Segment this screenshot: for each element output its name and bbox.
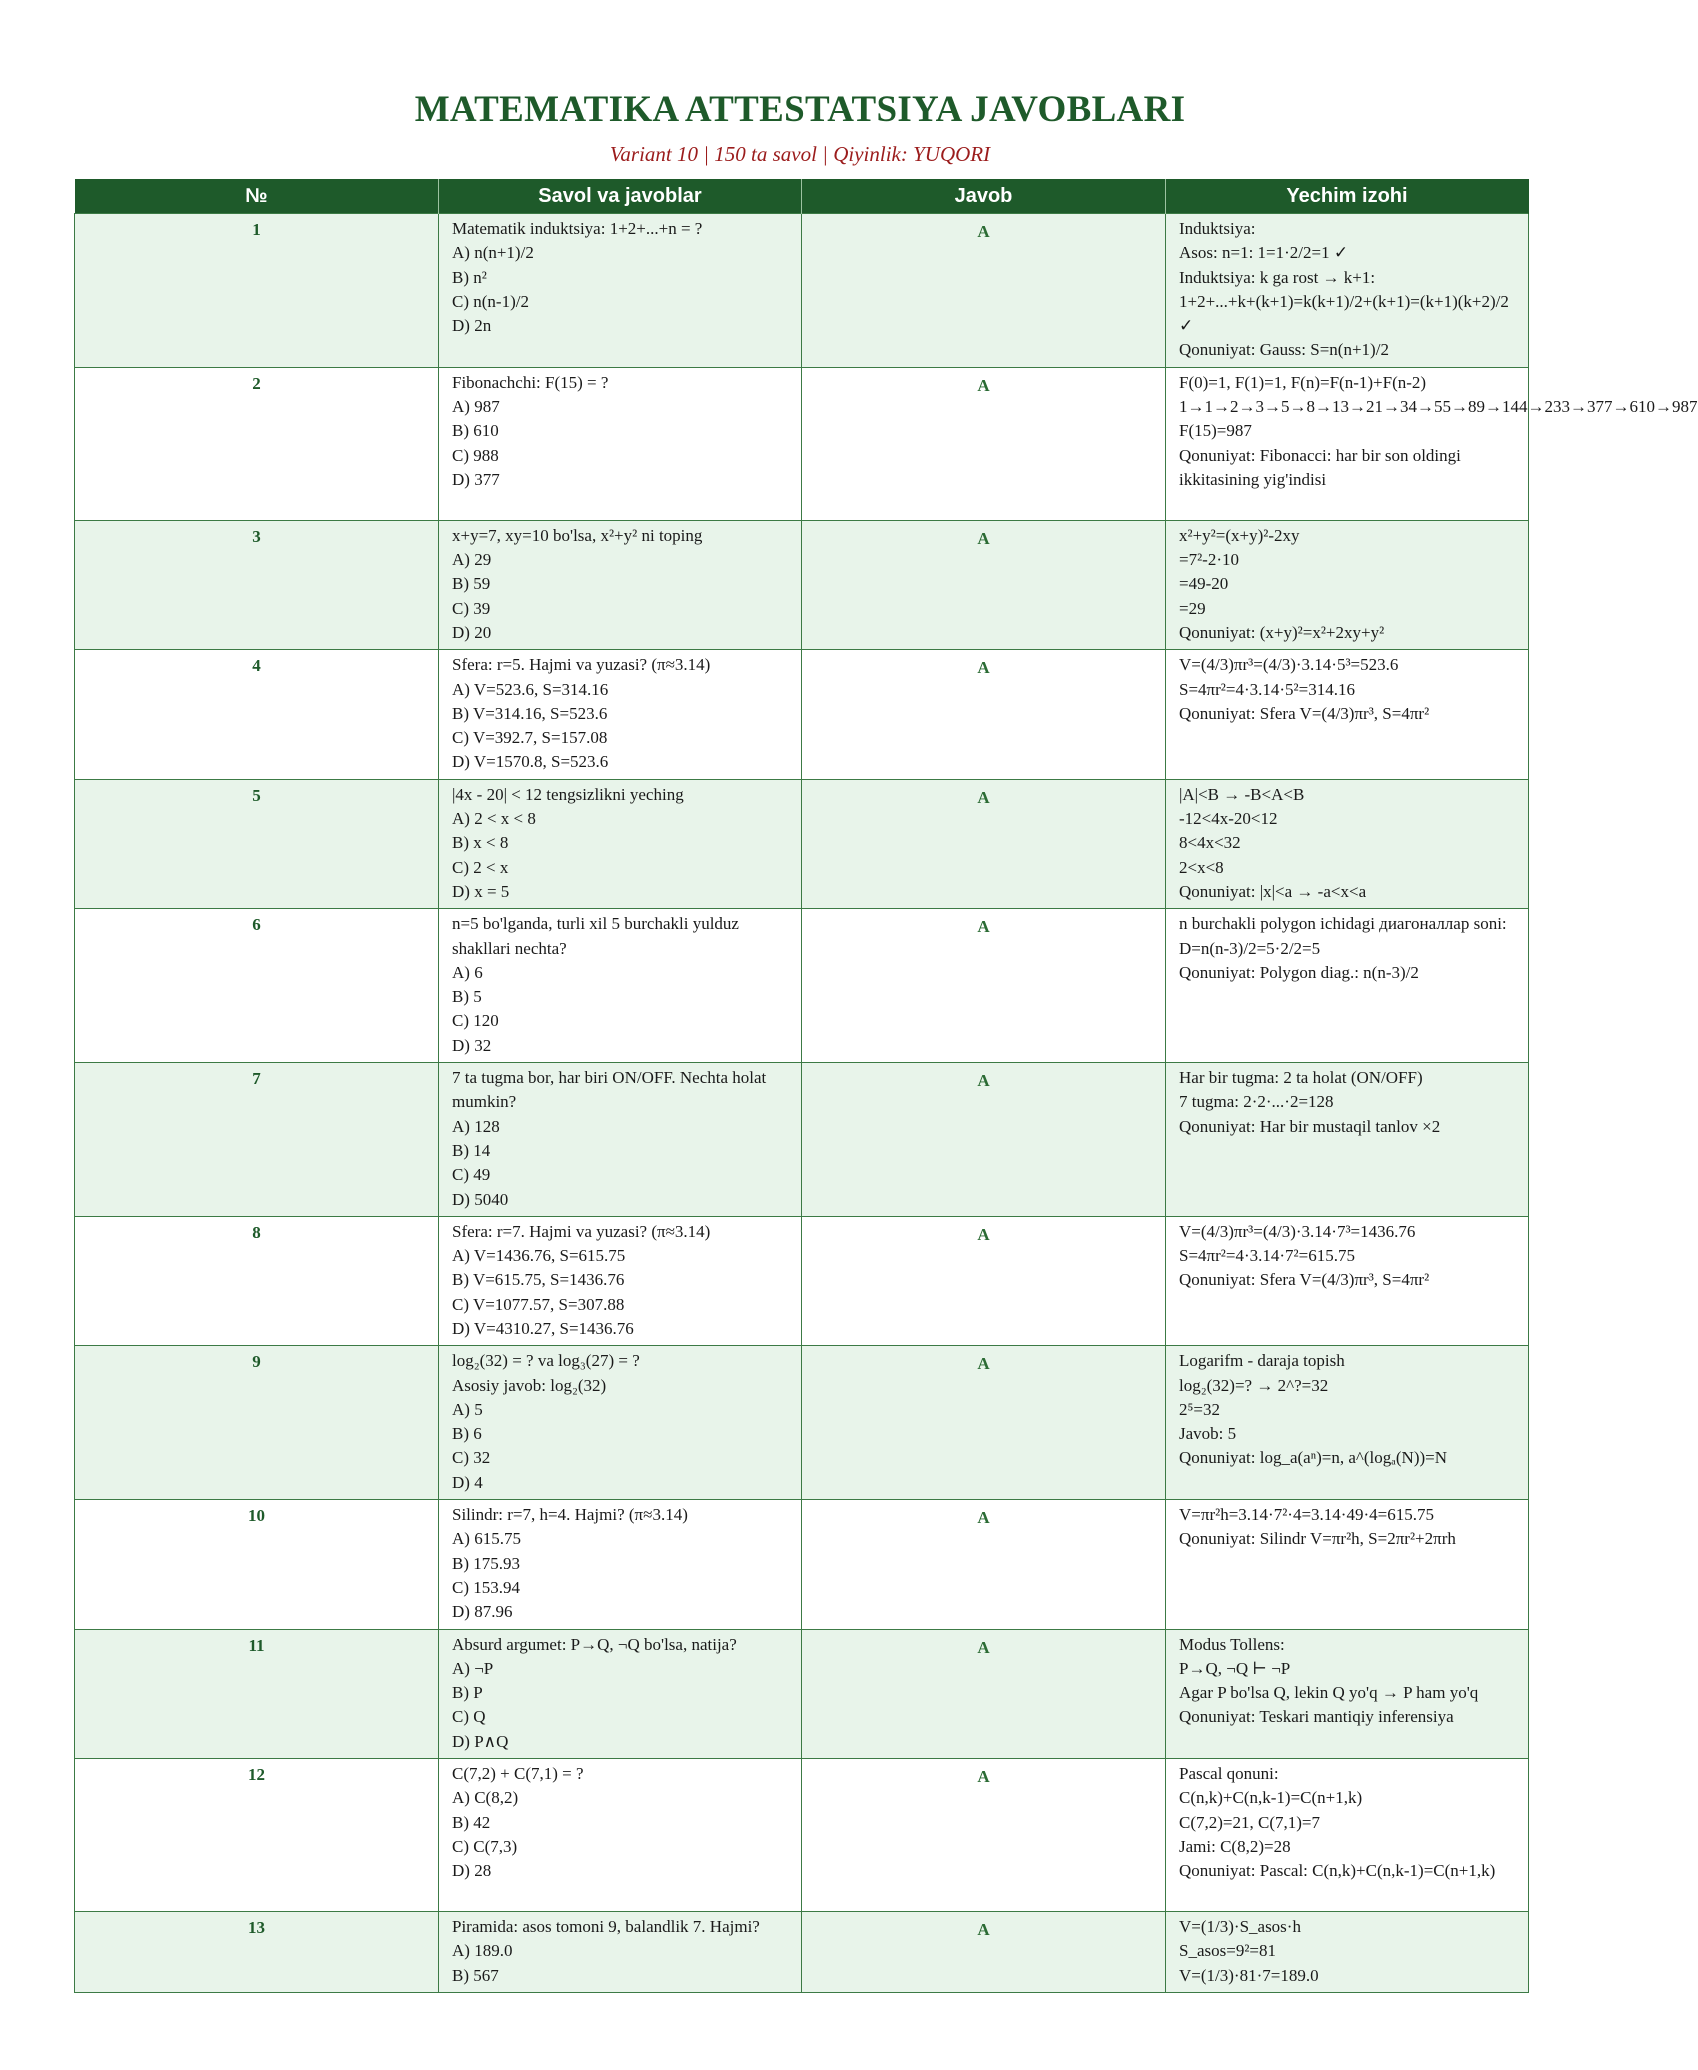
question-cell xyxy=(439,909,802,1063)
answer-option: D) V=1570.8, S=523.6 xyxy=(452,752,609,772)
answer-option: A) 5 xyxy=(452,1399,483,1419)
table-row xyxy=(75,1063,1529,1217)
explanation-line: C(7,2)=21, C(7,1)=7 xyxy=(1179,1812,1320,1832)
question-cell xyxy=(439,1346,802,1500)
explanation-line: log₂(32)=? → 2^?=32 xyxy=(1179,1375,1329,1395)
question-cell xyxy=(439,1912,802,1993)
answer-option: B) n² xyxy=(452,267,487,287)
explanation-line: Qonuniyat: Pascal: C(n,k)+C(n,k-1)=C(n+1,k) xyxy=(1179,1861,1496,1881)
explanation-line: 2⁵=32 xyxy=(1179,1399,1221,1419)
answer-option: D) 377 xyxy=(452,469,500,489)
correct-answer: A xyxy=(802,367,1166,520)
explanation-cell xyxy=(1166,214,1529,368)
explanation-line: V=(4/3)πr³=(4/3)·3.14·5³=523.6 xyxy=(1179,655,1399,675)
answer-option: C) 49 xyxy=(452,1165,491,1185)
explanation-line: F(15)=987 xyxy=(1179,421,1252,441)
question-cell xyxy=(439,1216,802,1345)
question-number: 6 xyxy=(75,909,439,1063)
table-body xyxy=(75,214,1698,1993)
explanation-line: Qonuniyat: Fibonacci: har bir son oldingi ikkitasining yig'indisi xyxy=(1179,445,1461,489)
table-row xyxy=(75,909,1529,1063)
answer-option: B) 610 xyxy=(452,421,499,441)
question-number: 2 xyxy=(75,367,439,520)
answer-option: C) 153.94 xyxy=(452,1577,520,1597)
answer-option: A) 6 xyxy=(452,962,483,982)
question-number: 11 xyxy=(75,1629,439,1758)
answer-option: B) 42 xyxy=(452,1812,491,1832)
explanation-line: Induktsiya: xyxy=(1179,219,1256,238)
explanation-line: Agar P bo'lsa Q, lekin Q yo'q → P ham yo'q xyxy=(1179,1683,1479,1703)
explanation-cell xyxy=(1166,650,1529,779)
answer-option: A) 2 < x < 8 xyxy=(452,809,536,829)
question-number: 10 xyxy=(75,1500,439,1629)
question-cell xyxy=(439,214,802,368)
question-number: 4 xyxy=(75,650,439,779)
table-row xyxy=(75,1500,1529,1629)
answer-option: C) n(n-1)/2 xyxy=(452,291,529,311)
answer-option: C) V=392.7, S=157.08 xyxy=(452,728,608,748)
explanation-cell xyxy=(1166,779,1529,908)
answer-option: B) P xyxy=(452,1683,483,1703)
explanation-line: F(0)=1, F(1)=1, F(n)=F(n-1)+F(n-2) xyxy=(1179,372,1427,392)
question-text: Sfera: r=7. Hajmi va yuzasi? (π≈3.14) xyxy=(452,1221,711,1241)
explanation-line: Jami: C(8,2)=28 xyxy=(1179,1836,1291,1856)
correct-answer: A xyxy=(802,214,1166,368)
explanation-cell xyxy=(1166,909,1529,1063)
correct-answer: A xyxy=(802,1759,1166,1912)
answers-table xyxy=(74,179,1698,1993)
correct-answer: A xyxy=(802,1346,1166,1500)
correct-answer: A xyxy=(802,779,1166,908)
table-row xyxy=(75,1216,1529,1345)
answer-option: B) 5 xyxy=(452,987,482,1007)
explanation-line: Qonuniyat: Silindr V=πr²h, S=2πr²+2πrh xyxy=(1179,1529,1456,1549)
answer-option: C) 2 < x xyxy=(452,857,509,877)
explanation-cell xyxy=(1166,1912,1529,1993)
table-row xyxy=(75,367,1529,520)
answer-option: D) 32 xyxy=(452,1035,492,1055)
answer-option: D) 20 xyxy=(452,622,492,642)
answer-option: A) n(n+1)/2 xyxy=(452,243,534,263)
question-text: 7 ta tugma bor, har biri ON/OFF. Nechta holat mumkin? xyxy=(452,1068,767,1112)
answer-option: A) 189.0 xyxy=(452,1941,513,1961)
explanation-line: Qonuniyat: Sfera V=(4/3)πr³, S=4πr² xyxy=(1179,703,1430,723)
explanation-line: x²+y²=(x+y)²-2xy xyxy=(1179,525,1300,545)
answer-option: D) 2n xyxy=(452,316,492,336)
column-header-answer: Javob xyxy=(802,179,1166,214)
explanation-cell xyxy=(1166,1500,1529,1629)
answer-option: B) V=314.16, S=523.6 xyxy=(452,703,608,723)
column-header-question: Savol va javoblar xyxy=(439,179,802,214)
question-text: Piramida: asos tomoni 9, balandlik 7. Hajmi? xyxy=(452,1917,760,1937)
table-row xyxy=(75,1759,1529,1912)
question-cell xyxy=(439,779,802,908)
explanation-line: Qonuniyat: Teskari mantiqiy inferensiya xyxy=(1179,1707,1454,1727)
correct-answer: A xyxy=(802,1216,1166,1345)
explanation-line: S=4πr²=4·3.14·7²=615.75 xyxy=(1179,1246,1355,1266)
correct-answer: A xyxy=(802,1629,1166,1758)
correct-answer: A xyxy=(802,520,1166,649)
explanation-line: P→Q, ¬Q ⊢ ¬P xyxy=(1179,1658,1291,1678)
answer-option: A) 29 xyxy=(452,550,492,570)
answer-option: D) P∧Q xyxy=(452,1731,509,1751)
table-row xyxy=(75,214,1529,368)
explanation-line: 8<4x<32 xyxy=(1179,833,1241,853)
answer-option: C) V=1077.57, S=307.88 xyxy=(452,1294,625,1314)
question-text: x+y=7, xy=10 bo'lsa, x²+y² ni toping xyxy=(452,525,703,545)
table-row xyxy=(75,1629,1529,1758)
explanation-line: Qonuniyat: (x+y)²=x²+2xy+y² xyxy=(1179,622,1385,642)
explanation-line: S_asos=9²=81 xyxy=(1179,1941,1277,1961)
question-text: C(7,2) + C(7,1) = ? xyxy=(452,1764,584,1784)
explanation-line: =7²-2·10 xyxy=(1179,550,1240,570)
column-header-explanation: Yechim izohi xyxy=(1166,179,1529,214)
explanation-line: V=(4/3)πr³=(4/3)·3.14·7³=1436.76 xyxy=(1179,1221,1416,1241)
explanation-line: C(n,k)+C(n,k-1)=C(n+1,k) xyxy=(1179,1788,1363,1808)
explanation-line: Logarifm - daraja topish xyxy=(1179,1351,1345,1371)
answer-option: A) 128 xyxy=(452,1116,500,1136)
question-cell xyxy=(439,650,802,779)
answer-option: A) 987 xyxy=(452,397,500,417)
explanation-line: Induktsiya: k ga rost → k+1: xyxy=(1179,267,1376,287)
explanation-line: Qonuniyat: Gauss: S=n(n+1)/2 xyxy=(1179,340,1389,360)
correct-answer: A xyxy=(802,650,1166,779)
answer-option: B) x < 8 xyxy=(452,833,509,853)
table-row xyxy=(75,1912,1529,1993)
question-text: n=5 bo'lganda, turli xil 5 burchakli yulduz shakllari nechta? xyxy=(452,914,739,958)
answer-option: A) V=523.6, S=314.16 xyxy=(452,679,609,699)
explanation-line: D=n(n-3)/2=5·2/2=5 xyxy=(1179,938,1321,958)
question-text: Silindr: r=7, h=4. Hajmi? (π≈3.14) xyxy=(452,1505,688,1525)
answer-option: D) 87.96 xyxy=(452,1602,513,1622)
explanation-cell xyxy=(1166,520,1529,649)
explanation-line: -12<4x-20<12 xyxy=(1179,809,1278,829)
question-cell xyxy=(439,1063,802,1217)
question-number: 1 xyxy=(75,214,439,368)
table-row xyxy=(75,779,1529,908)
answer-option: C) Q xyxy=(452,1707,486,1727)
question-cell xyxy=(439,1629,802,1758)
answer-option: B) 59 xyxy=(452,574,491,594)
question-text: Absurd argumet: P→Q, ¬Q bo'lsa, natija? xyxy=(452,1634,737,1654)
explanation-line: =49-20 xyxy=(1179,574,1229,594)
answer-option: C) 988 xyxy=(452,445,499,465)
explanation-line: V=(1/3)·81·7=189.0 xyxy=(1179,1965,1319,1985)
question-cell xyxy=(439,367,802,520)
answer-option: A) V=1436.76, S=615.75 xyxy=(452,1246,626,1266)
explanation-line: V=(1/3)·S_asos·h xyxy=(1179,1917,1301,1937)
question-number: 12 xyxy=(75,1759,439,1912)
explanation-line: Modus Tollens: xyxy=(1179,1634,1285,1654)
explanation-line: 1→1→2→3→5→8→13→21→34→55→89→144→233→377→610→987 xyxy=(1179,397,1698,417)
question-text: |4x - 20| < 12 tengsizlikni yeching xyxy=(452,784,684,804)
explanation-line: Qonuniyat: Har bir mustaqil tanlov ×2 xyxy=(1179,1116,1441,1136)
explanation-line: 1+2+...+k+(k+1)=k(k+1)/2+(k+1)=(k+1)(k+2)/2 ✓ xyxy=(1179,291,1509,336)
explanation-line: Har bir tugma: 2 ta holat (ON/OFF) xyxy=(1179,1068,1423,1088)
explanation-line: |A|<B → -B<A<B xyxy=(1179,784,1305,804)
answer-option: D) x = 5 xyxy=(452,881,510,901)
page-title: MATEMATIKA ATTESTATSIYA JAVOBLARI xyxy=(414,89,1186,130)
correct-answer: A xyxy=(802,1912,1166,1993)
explanation-cell xyxy=(1166,1216,1529,1345)
explanation-cell xyxy=(1166,367,1698,520)
question-number: 7 xyxy=(75,1063,439,1217)
question-cell xyxy=(439,1500,802,1629)
answer-option: B) V=615.75, S=1436.76 xyxy=(452,1270,625,1290)
table-header-row xyxy=(75,179,1529,214)
explanation-line: Pascal qonuni: xyxy=(1179,1764,1279,1784)
explanation-cell xyxy=(1166,1346,1529,1500)
answer-option: D) 5040 xyxy=(452,1189,509,1209)
correct-answer: A xyxy=(802,909,1166,1063)
answer-option: D) 28 xyxy=(452,1861,492,1881)
explanation-line: Javob: 5 xyxy=(1179,1424,1237,1444)
question-text: log₂(32) = ? va log₃(27) = ? xyxy=(452,1351,640,1371)
answer-option: D) 4 xyxy=(452,1472,483,1492)
explanation-line: Qonuniyat: log_a(aⁿ)=n, a^(logₐ(N))=N xyxy=(1179,1448,1447,1468)
explanation-line: 7 tugma: 2·2·...·2=128 xyxy=(1179,1092,1334,1112)
answer-option: D) V=4310.27, S=1436.76 xyxy=(452,1318,634,1338)
answer-option: C) 39 xyxy=(452,598,491,618)
question-number: 9 xyxy=(75,1346,439,1500)
answer-option: C) 32 xyxy=(452,1448,491,1468)
answer-option: B) 6 xyxy=(452,1424,482,1444)
explanation-cell xyxy=(1166,1759,1529,1912)
explanation-cell xyxy=(1166,1063,1529,1217)
question-number: 5 xyxy=(75,779,439,908)
explanation-line: Qonuniyat: Sfera V=(4/3)πr³, S=4πr² xyxy=(1179,1270,1430,1290)
table-row xyxy=(75,650,1529,779)
answer-option: B) 14 xyxy=(452,1140,491,1160)
explanation-line: 2<x<8 xyxy=(1179,857,1224,877)
column-header-number: № xyxy=(75,179,439,214)
explanation-line: n burchakli polygon ichidagi диагоналлар soni: xyxy=(1179,914,1507,934)
answer-option: C) C(7,3) xyxy=(452,1836,518,1856)
table-row xyxy=(75,520,1529,649)
explanation-line: Asos: n=1: 1=1·2/2=1 ✓ xyxy=(1179,243,1349,263)
question-text: Matematik induktsiya: 1+2+...+n = ? xyxy=(452,219,703,238)
question-text: Sfera: r=5. Hajmi va yuzasi? (π≈3.14) xyxy=(452,655,711,675)
question-text: Fibonachchi: F(15) = ? xyxy=(452,372,609,392)
explanation-line: =29 xyxy=(1179,598,1206,618)
table-row xyxy=(75,1346,1529,1500)
correct-answer: A xyxy=(802,1500,1166,1629)
answer-option: B) 175.93 xyxy=(452,1553,520,1573)
answer-option: B) 567 xyxy=(452,1965,499,1985)
page-subtitle: Variant 10 | 150 ta savol | Qiyinlik: YUQORI xyxy=(609,142,991,166)
question-cell xyxy=(439,1759,802,1912)
question-number: 8 xyxy=(75,1216,439,1345)
explanation-line: Qonuniyat: Polygon diag.: n(n-3)/2 xyxy=(1179,962,1419,982)
answer-option: A) ¬P xyxy=(452,1658,494,1678)
explanation-line: Qonuniyat: |x|<a → -a<x<a xyxy=(1179,881,1367,901)
explanation-line: S=4πr²=4·3.14·5²=314.16 xyxy=(1179,679,1355,699)
question-cell xyxy=(439,520,802,649)
question-number: 13 xyxy=(75,1912,439,1993)
explanation-cell xyxy=(1166,1629,1529,1758)
question-number: 3 xyxy=(75,520,439,649)
answer-option: A) C(8,2) xyxy=(452,1788,519,1808)
answer-option: A) 615.75 xyxy=(452,1529,521,1549)
answer-option: C) 120 xyxy=(452,1011,499,1031)
answer-option: Asosiy javob: log₂(32) xyxy=(452,1375,607,1395)
explanation-line: V=πr²h=3.14·7²·4=3.14·49·4=615.75 xyxy=(1179,1505,1434,1525)
correct-answer: A xyxy=(802,1063,1166,1217)
